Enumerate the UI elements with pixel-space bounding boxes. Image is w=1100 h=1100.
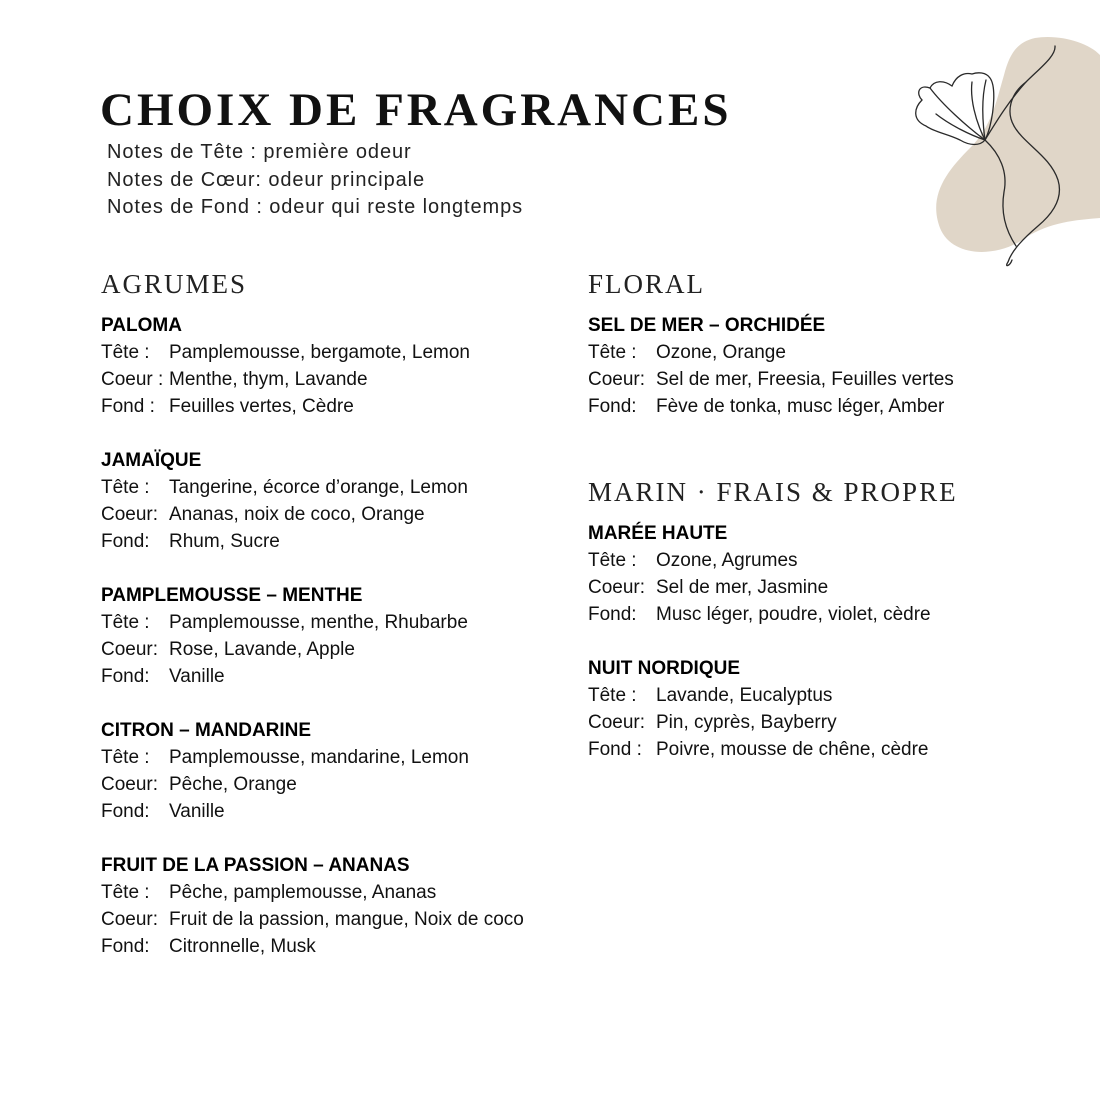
fragrance-name: FRUIT DE LA PASSION – ANANAS — [101, 855, 410, 876]
note-row — [588, 339, 1088, 366]
note-row — [101, 906, 591, 933]
note-label: Tête : — [588, 342, 637, 363]
note-label: Tête : — [588, 685, 637, 706]
note-label: Tête : — [101, 747, 150, 768]
note-value: Tangerine, écorce d’orange, Lemon — [169, 477, 468, 498]
note-value: Sel de mer, Freesia, Feuilles vertes — [656, 369, 954, 390]
note-value: Lavande, Eucalyptus — [656, 685, 833, 706]
page-title: CHOIX DE FRAGRANCES — [100, 84, 732, 136]
beige-blob — [936, 37, 1100, 252]
note-label: Fond: — [588, 396, 637, 417]
note-value: Vanille — [169, 801, 225, 822]
note-row — [588, 393, 1088, 420]
note-row — [101, 339, 591, 366]
note-value: Pamplemousse, bergamote, Lemon — [169, 342, 470, 363]
note-label: Tête : — [101, 342, 150, 363]
note-value: Pêche, pamplemousse, Ananas — [169, 882, 437, 903]
intro-notes — [107, 139, 523, 222]
note-label: Coeur: — [101, 774, 159, 795]
note-value: Poivre, mousse de chêne, cèdre — [656, 739, 929, 760]
note-label: Tête : — [101, 612, 150, 633]
note-label: Tête : — [101, 882, 150, 903]
note-row — [101, 609, 591, 636]
note-row — [588, 547, 1088, 574]
fragrance-entry — [101, 447, 591, 555]
intro-line: Notes de Cœur: odeur principale — [107, 168, 426, 191]
note-label: Coeur: — [101, 639, 159, 660]
category-section — [101, 268, 591, 960]
note-value: Pêche, Orange — [169, 774, 297, 795]
fragrance-entry — [101, 717, 591, 825]
note-row — [588, 736, 1088, 763]
note-label: Fond: — [101, 531, 150, 552]
fragrance-entry — [101, 312, 591, 420]
note-label: Coeur : — [101, 369, 164, 390]
note-value: Fruit de la passion, mangue, Noix de coco — [169, 909, 524, 930]
note-label: Coeur: — [588, 712, 646, 733]
note-row — [101, 798, 591, 825]
note-row — [101, 366, 591, 393]
note-value: Rhum, Sucre — [169, 531, 280, 552]
note-row — [101, 393, 591, 420]
fragrance-name: JAMAÏQUE — [101, 450, 202, 471]
note-label: Tête : — [588, 550, 637, 571]
fragrance-name: MARÉE HAUTE — [588, 523, 728, 544]
fragrance-name: PAMPLEMOUSSE – MENTHE — [101, 585, 363, 606]
fragrance-name: PALOMA — [101, 315, 182, 336]
note-row — [101, 636, 591, 663]
note-row — [101, 501, 591, 528]
note-label: Tête : — [101, 477, 150, 498]
fragrance-name: SEL DE MER – ORCHIDÉE — [588, 315, 826, 336]
intro-line: Notes de Tête : première odeur — [107, 141, 412, 163]
note-label: Fond : — [101, 396, 155, 417]
note-row — [101, 528, 591, 555]
note-value: Ananas, noix de coco, Orange — [169, 504, 425, 525]
note-row — [101, 771, 591, 798]
note-row — [588, 601, 1088, 628]
category-spacer — [588, 447, 1088, 476]
note-row — [101, 744, 591, 771]
note-value: Rose, Lavande, Apple — [169, 639, 355, 660]
note-value: Pin, cyprès, Bayberry — [656, 712, 837, 733]
note-value: Fève de tonka, musc léger, Amber — [656, 396, 945, 417]
fragrance-entry — [588, 655, 1088, 763]
note-value: Feuilles vertes, Cèdre — [169, 396, 354, 417]
fragrance-name: CITRON – MANDARINE — [101, 720, 312, 741]
note-value: Sel de mer, Jasmine — [656, 577, 829, 598]
note-value: Ozone, Orange — [656, 342, 786, 363]
note-value: Citronnelle, Musk — [169, 936, 316, 957]
note-value: Menthe, thym, Lavande — [169, 369, 368, 390]
fragrance-name: NUIT NORDIQUE — [588, 658, 740, 679]
note-label: Fond: — [101, 936, 150, 957]
category-title: MARIN · FRAIS & PROPRE — [588, 477, 958, 507]
note-row — [101, 474, 591, 501]
left-column — [101, 268, 591, 987]
category-section — [588, 268, 1088, 420]
fragrance-entry — [588, 312, 1088, 420]
fragrance-entry — [101, 852, 591, 960]
note-row — [588, 574, 1088, 601]
intro-line: Notes de Fond : odeur qui reste longtemps — [107, 196, 524, 218]
note-row — [588, 366, 1088, 393]
note-value: Ozone, Agrumes — [656, 550, 798, 571]
fragrance-entry — [101, 582, 591, 690]
note-label: Fond: — [588, 604, 637, 625]
fragrance-entry — [588, 520, 1088, 628]
note-row — [101, 663, 591, 690]
category-section — [588, 476, 1088, 763]
note-value: Vanille — [169, 666, 225, 687]
note-row — [101, 933, 591, 960]
category-title: AGRUMES — [101, 269, 248, 299]
note-label: Fond : — [588, 739, 642, 760]
note-label: Fond: — [101, 801, 150, 822]
note-label: Coeur: — [101, 504, 159, 525]
note-value: Pamplemousse, mandarine, Lemon — [169, 747, 469, 768]
note-label: Fond: — [101, 666, 150, 687]
ginkgo-leaf-icon — [900, 30, 1100, 270]
note-label: Coeur: — [101, 909, 159, 930]
note-value: Pamplemousse, menthe, Rhubarbe — [169, 612, 468, 633]
note-row — [101, 879, 591, 906]
right-column — [588, 268, 1088, 790]
note-value: Musc léger, poudre, violet, cèdre — [656, 604, 931, 625]
note-row — [588, 709, 1088, 736]
note-row — [588, 682, 1088, 709]
note-label: Coeur: — [588, 369, 646, 390]
note-label: Coeur: — [588, 577, 646, 598]
category-title: FLORAL — [588, 269, 706, 299]
